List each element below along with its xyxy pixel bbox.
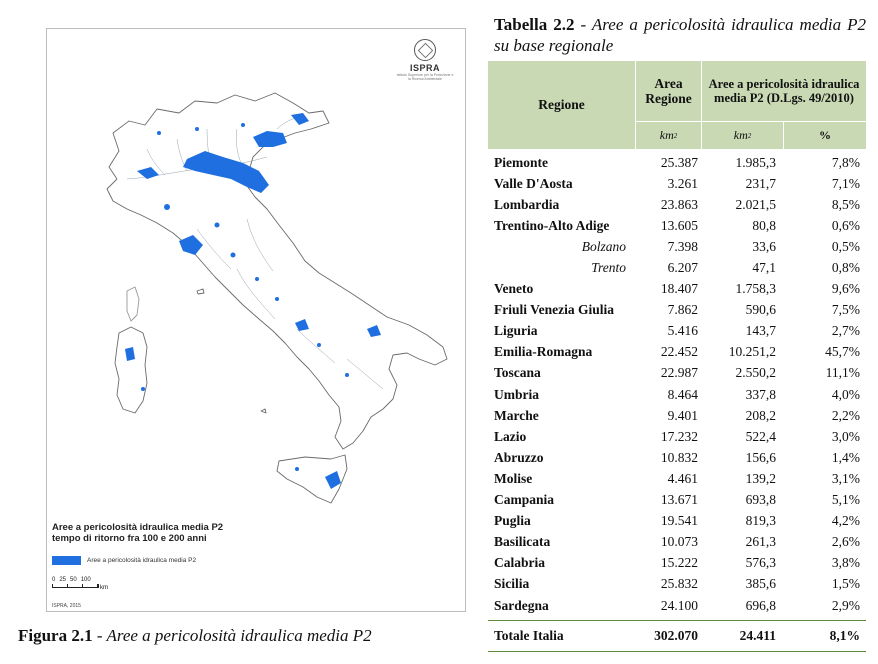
region-name: Liguria — [494, 323, 538, 339]
region-name: Marche — [494, 407, 539, 423]
region-p2-km2: 231,7 — [745, 175, 776, 191]
region-name: Sicilia — [494, 576, 530, 592]
region-area: 8.464 — [667, 386, 698, 402]
table-row — [488, 490, 866, 511]
region-p2-km2: 819,3 — [745, 513, 776, 529]
table-row — [488, 363, 866, 384]
region-p2-pct: 0,6% — [831, 217, 860, 233]
region-p2-pct: 1,5% — [831, 576, 860, 592]
legend-row — [52, 556, 342, 565]
map-credit: ISPRA, 2015 — [52, 603, 81, 609]
legend-title-line1: Aree a pericolosità idraulica media P2 — [52, 522, 224, 533]
region-area: 13.671 — [660, 492, 698, 508]
region-name: Calabria — [494, 555, 546, 571]
region-p2-pct: 7,1% — [831, 175, 860, 191]
region-p2-km2: 1.985,3 — [735, 154, 776, 170]
region-p2-km2: 590,6 — [745, 302, 776, 318]
total-row — [488, 621, 866, 651]
region-name: Trentino-Alto Adige — [494, 217, 610, 233]
region-p2-km2: 47,1 — [752, 260, 776, 276]
toscana-hazard — [179, 235, 203, 255]
region-p2-pct: 7,8% — [831, 154, 860, 170]
region-p2-pct: 0,5% — [831, 238, 860, 254]
map-legend — [52, 522, 342, 565]
table-row — [488, 321, 866, 342]
friuli-hazard — [291, 113, 309, 125]
table-row — [488, 405, 866, 426]
scale-unit: km — [100, 585, 108, 591]
piemonte-hazard — [137, 167, 159, 179]
table-row — [488, 574, 866, 595]
region-name: Puglia — [494, 513, 531, 529]
figure-caption-text: - Aree a pericolosità idraulica media P2 — [92, 626, 372, 645]
region-area: 25.387 — [660, 154, 698, 170]
region-name: Lazio — [494, 428, 527, 444]
table-row — [488, 152, 866, 173]
logo-subtitle: Istituto Superiore per la Protezione e la Ricerca Ambientale — [396, 73, 454, 81]
region-p2-km2: 2.021,5 — [735, 196, 776, 212]
region-area: 10.073 — [660, 534, 698, 550]
table-row — [488, 279, 866, 300]
unit-area: km 2 — [636, 122, 702, 149]
table-row — [488, 511, 866, 532]
region-p2-pct: 3,8% — [831, 555, 860, 571]
table-header — [488, 61, 866, 149]
region-p2-km2: 33,6 — [752, 238, 776, 254]
region-p2-km2: 337,8 — [745, 386, 776, 402]
table-row — [488, 532, 866, 553]
region-name: Basilicata — [494, 534, 551, 550]
table-caption-text: - Aree a pericolosità idraulica media P2 su base regionale — [494, 15, 866, 55]
legend-label: Aree a pericolosità idraulica media P2 — [87, 557, 197, 564]
region-p2-km2: 10.251,2 — [728, 344, 776, 360]
region-p2-pct: 0,8% — [831, 260, 860, 276]
header-p2: Aree a pericolosità idraulica media P2 (D.Lgs. 49/2010) — [702, 61, 866, 122]
region-name: Friuli Venezia Giulia — [494, 302, 615, 318]
table-row — [488, 194, 866, 215]
puglia-hazard — [367, 325, 381, 337]
figure-caption-label: Figura 2.1 — [18, 626, 93, 645]
sardinia-hazard — [125, 347, 135, 361]
sardinia-outline — [115, 327, 147, 413]
region-name: Veneto — [494, 281, 534, 297]
scale-label: 0 — [52, 577, 56, 583]
region-name: Sardegna — [494, 597, 549, 613]
scale-numbers — [52, 577, 99, 583]
emblem-icon — [414, 39, 436, 61]
region-p2-km2: 522,4 — [745, 428, 776, 444]
region-name: Umbria — [494, 386, 539, 402]
unit-pct: % — [819, 128, 831, 142]
region-area: 18.407 — [660, 281, 698, 297]
region-name: Emilia-Romagna — [494, 344, 593, 360]
table-row — [488, 468, 866, 489]
region-p2-pct: 4,0% — [831, 386, 860, 402]
table-row — [488, 426, 866, 447]
corsica-outline — [127, 287, 139, 321]
region-p2-pct: 4,2% — [831, 513, 860, 529]
scale-label: 50 — [70, 577, 77, 583]
unit-p2: km 2 — [702, 122, 784, 149]
header-regione: Regione — [488, 61, 636, 149]
region-p2-km2: 1.758,3 — [735, 281, 776, 297]
italy-mainland-outline — [107, 93, 447, 449]
table-row — [488, 384, 866, 405]
region-p2-km2: 385,6 — [745, 576, 776, 592]
regional-hazard-table — [488, 61, 866, 652]
table-row — [488, 173, 866, 194]
total-bottom-rule — [488, 651, 866, 652]
region-p2-pct: 45,7% — [825, 344, 860, 360]
region-area: 7.862 — [667, 302, 698, 318]
table-row — [488, 447, 866, 468]
region-area: 5.416 — [667, 323, 698, 339]
region-p2-pct: 8,5% — [831, 196, 860, 212]
region-p2-pct: 5,1% — [831, 492, 860, 508]
total-pct: 8,1% — [829, 628, 860, 644]
table-caption — [494, 14, 866, 56]
region-p2-pct: 3,0% — [831, 428, 860, 444]
region-area: 9.401 — [667, 407, 698, 423]
region-area: 19.541 — [660, 513, 698, 529]
table-row — [488, 300, 866, 321]
region-name: Lombardia — [494, 196, 560, 212]
region-p2-km2: 696,8 — [745, 597, 776, 613]
region-p2-pct: 2,9% — [831, 597, 860, 613]
region-p2-km2: 2.550,2 — [735, 365, 776, 381]
region-p2-km2: 693,8 — [745, 492, 776, 508]
region-name: Campania — [494, 492, 555, 508]
region-name: Abruzzo — [494, 449, 544, 465]
table-row — [488, 215, 866, 236]
region-name: Bolzano — [581, 238, 626, 254]
scale-bar — [52, 577, 108, 591]
table-row — [488, 342, 866, 363]
sicily-hazard — [325, 471, 341, 489]
scale-line — [52, 584, 99, 588]
region-area: 17.232 — [660, 428, 698, 444]
region-area: 7.398 — [667, 238, 698, 254]
region-p2-km2: 139,2 — [745, 470, 776, 486]
scale-label: 100 — [80, 577, 91, 583]
region-area: 25.832 — [660, 576, 698, 592]
region-p2-km2: 208,2 — [745, 407, 776, 423]
region-name: Valle D'Aosta — [494, 175, 573, 191]
figure-caption — [18, 626, 372, 646]
region-p2-km2: 261,3 — [745, 534, 776, 550]
region-area: 13.605 — [660, 217, 698, 233]
region-area: 3.261 — [667, 175, 698, 191]
region-area: 22.452 — [660, 344, 698, 360]
total-area: 302.070 — [654, 628, 698, 644]
table-body — [488, 152, 866, 616]
legend-swatch — [52, 556, 81, 565]
table-row — [488, 553, 866, 574]
hazard-map-figure — [46, 28, 466, 612]
region-p2-pct: 9,6% — [831, 281, 860, 297]
header-area: Area Regione — [636, 61, 702, 122]
ispra-logo — [395, 39, 455, 81]
region-name: Molise — [494, 470, 533, 486]
region-area: 22.987 — [660, 365, 698, 381]
region-area: 23.863 — [660, 196, 698, 212]
region-p2-pct: 2,7% — [831, 323, 860, 339]
region-p2-pct: 3,1% — [831, 470, 860, 486]
region-area: 24.100 — [660, 597, 698, 613]
region-p2-pct: 7,5% — [831, 302, 860, 318]
table-row — [488, 236, 866, 257]
table-row — [488, 257, 866, 278]
legend-title-line2: tempo di ritorno fra 100 e 200 anni — [52, 533, 207, 544]
total-name: Totale Italia — [494, 628, 564, 644]
po-plain-hazard — [183, 151, 269, 193]
table-caption-label: Tabella 2.2 — [494, 15, 575, 34]
region-name: Toscana — [494, 365, 541, 381]
region-name: Trento — [591, 260, 626, 276]
region-name: Piemonte — [494, 154, 548, 170]
scale-label: 25 — [59, 577, 67, 583]
region-p2-km2: 143,7 — [745, 323, 776, 339]
region-p2-pct: 2,6% — [831, 534, 860, 550]
veneto-hazard — [253, 131, 287, 147]
region-p2-pct: 11,1% — [825, 365, 860, 381]
region-area: 10.832 — [660, 449, 698, 465]
region-p2-km2: 576,3 — [745, 555, 776, 571]
table-row — [488, 595, 866, 616]
region-area: 4.461 — [667, 470, 698, 486]
region-area: 6.207 — [667, 260, 698, 276]
region-p2-km2: 156,6 — [745, 449, 776, 465]
region-p2-km2: 80,8 — [752, 217, 776, 233]
region-p2-pct: 2,2% — [831, 407, 860, 423]
region-p2-pct: 1,4% — [831, 449, 860, 465]
region-area: 15.222 — [660, 555, 698, 571]
total-km2: 24.411 — [739, 628, 776, 644]
logo-name: ISPRA — [409, 63, 440, 73]
